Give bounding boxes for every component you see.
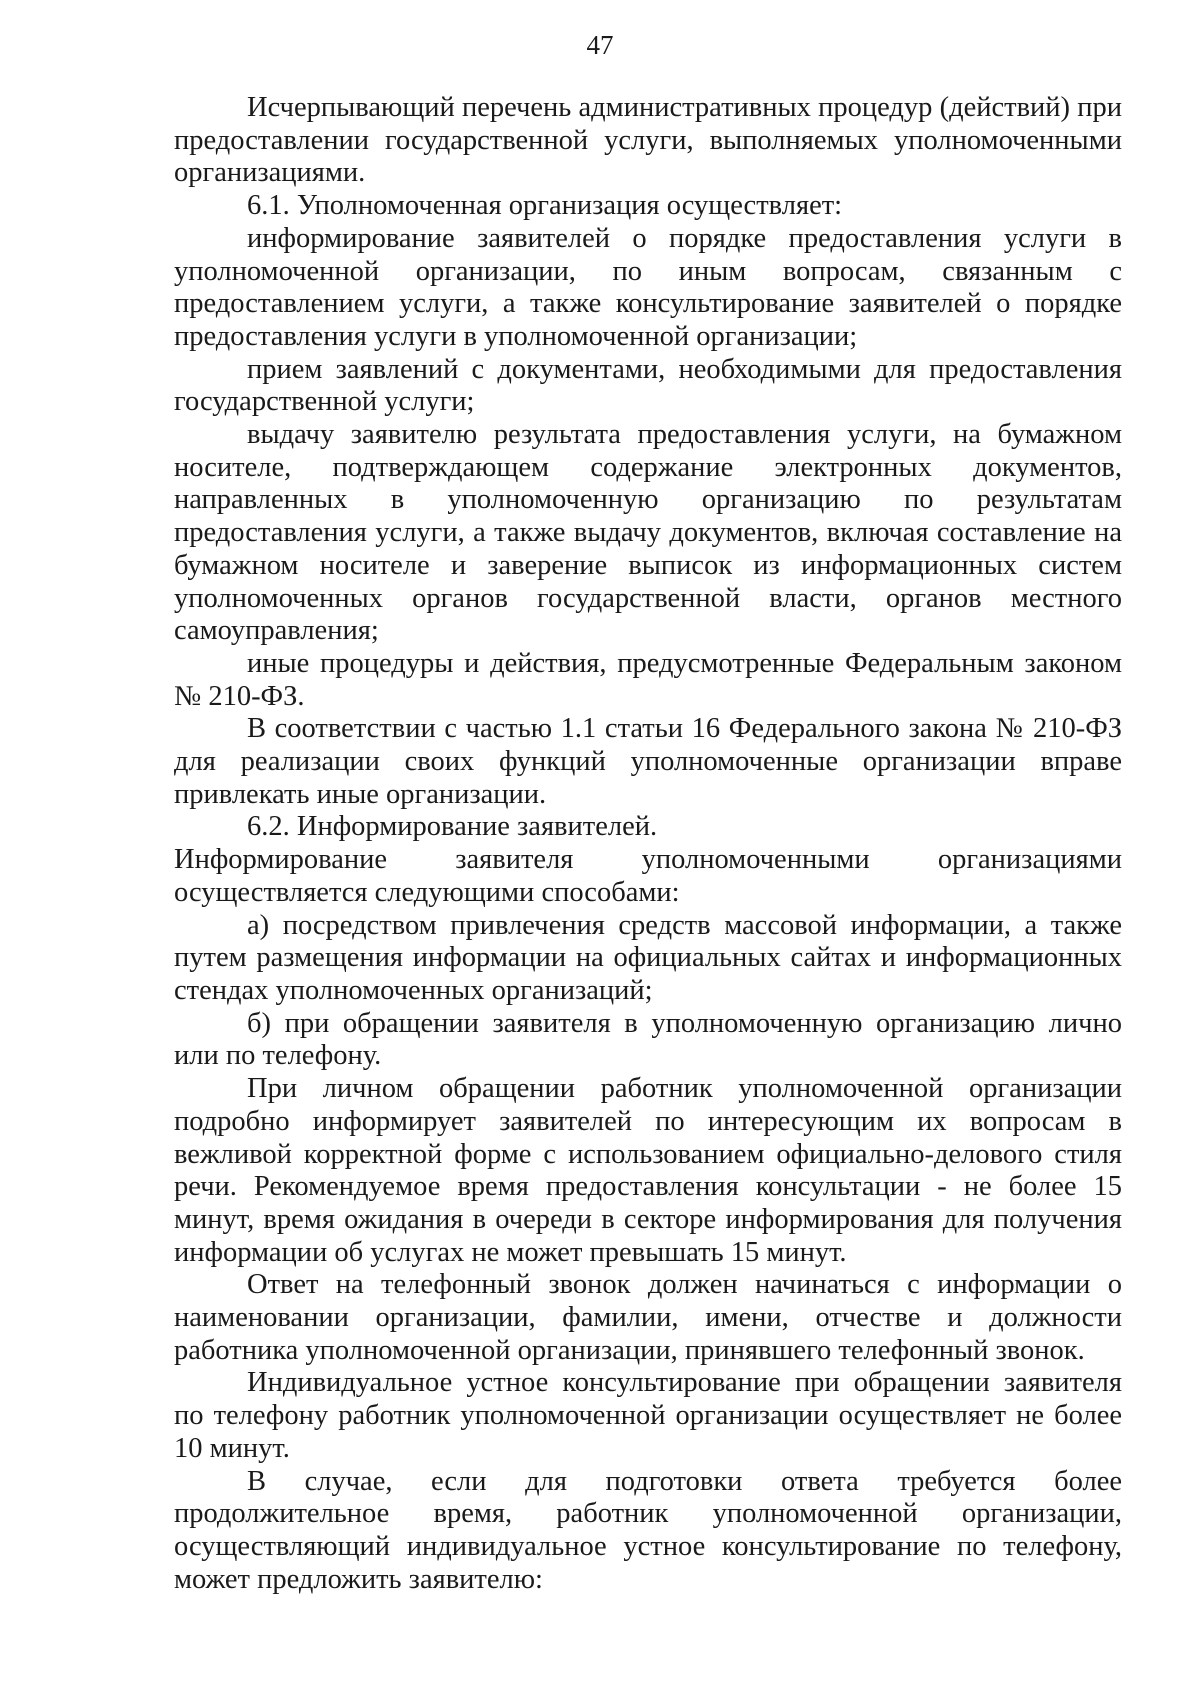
paragraph: 6.1. Уполномоченная организация осуществляет: [247, 190, 843, 222]
paragraph: Ответ на телефонный звонок должен начинаться с информации о наименовании организации, фамилии, имени, отчестве и должности работника уполномоченной организации, принявшего телефонный звонок. [174, 1269, 1122, 1366]
paragraph: иные процедуры и действия, предусмотренные Федеральным законом № 210-ФЗ. [174, 647, 1122, 712]
paragraph: В соответствии с частью 1.1 статьи 16 Федерального закона № 210-ФЗ для реализации своих функций уполномоченные организации вправе привлекать иные организации. [174, 713, 1122, 810]
paragraph: б) при обращении заявителя в уполномоченную организацию лично или по телефону. [174, 1007, 1122, 1072]
paragraph: выдачу заявителю результата предоставления услуги, на бумажном носителе, подтверждающем содержание электронных документов, направленных в уполномоченную организацию по результатам предоставления услуги, а также выдачу документов, включая составление на бумажном носителе и заверение выписок из информационных систем уполномоченных органов государственной власти, органов местного самоуправления; [174, 419, 1122, 647]
paragraph: информирование заявителей о порядке предоставления услуги в уполномоченной организации, по иным вопросам, связанным с предоставлением услуги, а также консультирование заявителей о порядке предоставления услуги в уполномоченной организации; [174, 222, 1122, 352]
paragraph: При личном обращении работник уполномоченной организации подробно информирует заявителей по интересующим их вопросам в вежливой корректной форме с использованием официально-делового стиля речи. Рекомендуемое время предоставления консультации - не более 15 минут, время ожидания в очереди в секторе информирования для получения информации об услугах не может превышать 15 минут. [174, 1073, 1122, 1268]
paragraph: Информирование заявителя уполномоченными организациями осуществляется следующими способами: [174, 844, 1122, 908]
paragraph: а) посредством привлечения средств массовой информации, а также путем размещения информации на официальных сайтах и информационных стендах уполномоченных организаций; [174, 909, 1122, 1006]
paragraph: 6.2. Информирование заявителей. [247, 811, 658, 843]
paragraph: Индивидуальное устное консультирование при обращении заявителя по телефону работник уполномоченной организации осуществляет не более 10 минут. [174, 1367, 1122, 1464]
paragraph: прием заявлений с документами, необходимыми для предоставления государственной услуги; [174, 353, 1122, 418]
paragraph: В случае, если для подготовки ответа требуется более продолжительное время, работник уполномоченной организации, осуществляющий индивидуальное устное консультирование по телефону, может предложить заявителю: [174, 1465, 1122, 1595]
document-body [174, 92, 1122, 1596]
paragraph: Исчерпывающий перечень административных процедур (действий) при предоставлении государственной услуги, выполняемых уполномоченными организациями. [174, 92, 1122, 189]
page-number: 47 [586, 30, 614, 60]
